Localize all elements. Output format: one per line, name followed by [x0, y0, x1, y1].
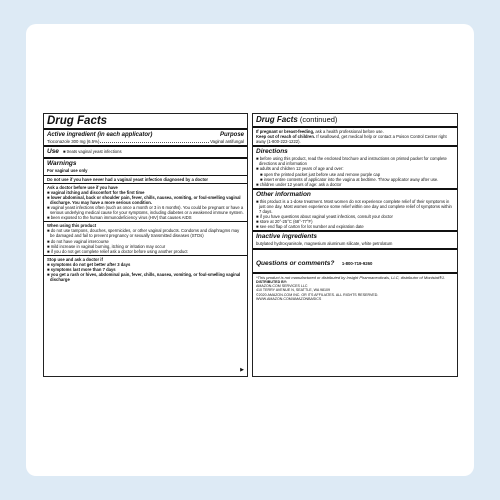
- ask-heading: Ask a doctor before use if you have: [47, 184, 118, 190]
- inactive-heading: Inactive ingredients: [256, 233, 318, 241]
- when-item: ■ do not use tampons, douches, spermicides, or other vaginal products. Condoms and diaphragms may be damaged and fail to prevent pregnancy or sexually transmitted diseases (STDs): [47, 228, 240, 239]
- drug-facts-panel-right: [252, 113, 458, 377]
- warnings-sub: For vaginal use only: [47, 168, 88, 174]
- use-heading: Use: [47, 148, 59, 156]
- use-section: [44, 147, 247, 157]
- when-heading: When using this product: [47, 223, 97, 229]
- continue-arrow-icon: ▶: [240, 367, 244, 373]
- keep-out-text: If swallowed, get medical help or contact a Poison Control Center right away (1-800-222-1222).: [256, 134, 447, 145]
- drug-facts-panel-left: [43, 113, 248, 377]
- other-item: ■ if you have questions about vaginal yeast infections, consult your doctor: [256, 214, 393, 220]
- ask-item: ■ vaginal itching and discomfort for the first time: [47, 189, 145, 195]
- distributor-section: [253, 274, 457, 303]
- ask-doctor-section: [44, 184, 247, 222]
- stop-item: ■ symptoms last more than 7 days: [47, 267, 116, 272]
- continued-label: (continued): [299, 115, 338, 124]
- keep-out-bold: Keep out of reach of children.: [256, 134, 316, 140]
- other-item: ■ this product is a 1-dose treatment. Most women do not experience complete relief of their symptoms in just one day. Most women experience some relief within one day and complete relief of symptoms within 7 days.: [256, 198, 452, 215]
- drug-facts-title-right: Drug Facts: [256, 115, 298, 124]
- questions-section: [253, 250, 457, 272]
- active-ingredient-name: Tioconazole 300 mg (6.5%): [47, 139, 100, 144]
- other-item: ■ store at 20°-25°C (68°-77°F): [256, 219, 313, 225]
- directions-item: ■ before using this product, read the enclosed brochure and instructions on printed packet for complete directions and information: [256, 156, 447, 167]
- questions-phone: 1-800-719-9260: [341, 260, 373, 266]
- when-item: ■ do not have vaginal intercourse: [47, 238, 109, 244]
- ask-item: ■ vaginal yeast infections often (such as once a month or 3 in 6 months). You could be pregnant or have a serious underlying medical cause for your symptoms, including diabetes or a weakened immune system.: [47, 204, 244, 216]
- when-using-section: [44, 222, 247, 255]
- pregnancy-section: [253, 128, 457, 145]
- do-not-use-section: [44, 176, 247, 183]
- distributor-line: ©2020 AMAZON.COM INC. OR ITS AFFILIATES. ALL RIGHTS RESERVED.: [256, 292, 379, 297]
- ask-item: ■ lower abdominal, back or shoulder pain, fever, chills, nausea, vomiting, or foul-smelling vaginal discharge. You may have a more serious condition.: [47, 194, 241, 205]
- active-purpose: Vaginal antifungal: [210, 139, 244, 144]
- disclaimer-text: *This product is not manufactured or distributed by Insight Pharmaceuticals, LLC, distributor of Monistat®1.: [256, 274, 446, 280]
- other-information-section: [253, 190, 457, 231]
- directions-subitem: ■ open the printed packet just before use and remove purple cap: [260, 171, 381, 177]
- drug-facts-continued-title: [253, 114, 457, 126]
- other-heading: Other information: [256, 190, 311, 198]
- use-text: ■ treats vaginal yeast infections: [62, 149, 122, 155]
- stop-item: ■ symptoms do not get better after 3 days: [47, 261, 131, 267]
- ask-item: ■ been exposed to the human immunodeficiency virus (HIV) that causes AIDS: [47, 215, 192, 221]
- leader-dots: [100, 139, 209, 143]
- when-item: ■ mild increase in vaginal burning, itching or irritation may occur: [47, 243, 166, 249]
- pregnancy-bold: If pregnant or breast-feeding,: [256, 129, 315, 134]
- warnings-heading: Warnings: [47, 160, 77, 168]
- warnings-section: [44, 159, 247, 174]
- other-item: ■ see end flap of carton for lot number and expiration date: [256, 224, 364, 230]
- stop-heading: Stop use and ask a doctor if: [47, 256, 103, 262]
- directions-section: [253, 147, 457, 188]
- distributor-line: AMAZON.COM SERVICES LLC: [256, 283, 308, 288]
- directions-item: ■ children under 12 years of age: ask a doctor: [256, 181, 342, 187]
- questions-heading: Questions or comments?: [256, 259, 335, 267]
- inactive-ingredients-section: [253, 232, 457, 247]
- active-heading: Active ingredient (in each applicator): [47, 132, 153, 138]
- active-ingredient-section: [44, 130, 247, 145]
- purpose-heading: Purpose: [219, 132, 244, 138]
- stop-use-section: [44, 256, 247, 283]
- distributor-line: 410 TERRY AVENUE N, SEATTLE, WA 98109: [256, 288, 331, 293]
- distributed-by-heading: DISTRIBUTED BY:: [256, 279, 288, 284]
- stop-item: ■ you get a rash or hives, abdominal pain, fever, chills, nausea, vomiting, or foul-smelling vaginal discharge: [47, 272, 241, 283]
- pregnancy-text: ask a health professional before use.: [315, 129, 384, 134]
- inactive-text: butylated hydroxyanisole, magnesium aluminum silicate, white petrolatum: [256, 241, 393, 247]
- distributor-line: WWW.AMAZON.COM/AMAZONBASICS: [256, 297, 322, 302]
- directions-item: ■ adults and children 12 years of age and over:: [256, 166, 344, 172]
- directions-heading: Directions: [256, 148, 288, 156]
- do-not-use-text: Do not use if you have never had a vaginal yeast infection diagnosed by a doctor: [47, 176, 209, 182]
- when-item: ■ if you do not get complete relief ask a doctor before using another product: [47, 248, 188, 254]
- directions-subitem: ■ insert entire contents of applicator into the vagina at bedtime. Throw applicator away after use.: [260, 176, 439, 182]
- drug-facts-title: Drug Facts: [47, 115, 108, 127]
